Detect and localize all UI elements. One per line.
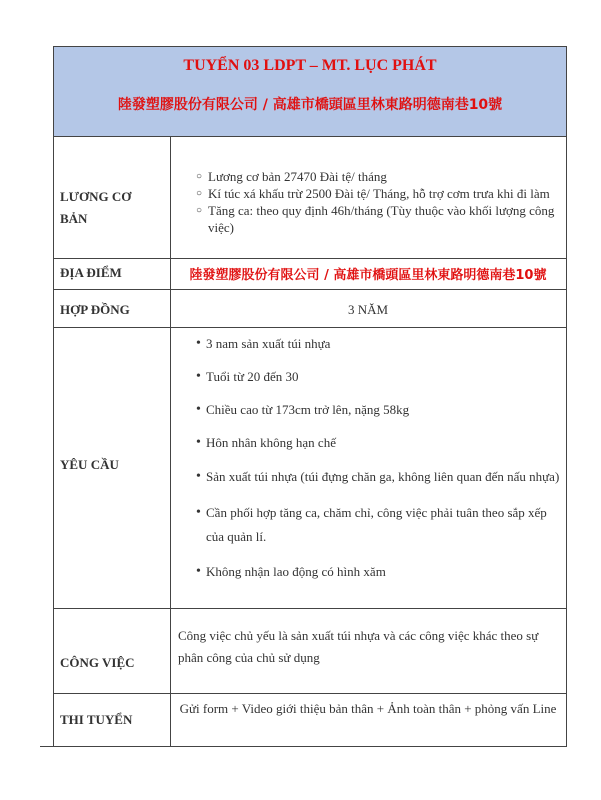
list-item: • Tuổi từ 20 đến 30 (172, 366, 564, 387)
table-divider (40, 746, 567, 747)
job-value: Công việc chủ yếu là sản xuất túi nhựa và các công việc khác theo sự phân công của chủ sử dụng (178, 628, 539, 665)
table-border-left (53, 46, 54, 746)
list-item: ○ Tăng ca: theo quy định 46h/tháng (Tùy thuộc vào khối lượng công việc) (172, 202, 564, 236)
requirements-list (172, 333, 564, 582)
recruitment-label: THI TUYỂN (60, 712, 133, 727)
contract-label: HỢP ĐỒNG (60, 302, 130, 317)
salary-label: LƯƠNG CƠ BẢN (60, 189, 132, 226)
salary-cell (172, 168, 564, 236)
column-divider (170, 136, 171, 746)
contract-value: 3 NĂM (347, 302, 389, 317)
location-label: ĐỊA ĐIỂM (60, 265, 122, 280)
table-divider (53, 327, 567, 328)
list-item: • Sản xuất túi nhựa (túi đựng chăn ga, không liên quan đến nấu nhựa) (172, 465, 564, 489)
table-divider (53, 693, 567, 694)
table-border-right (566, 46, 567, 746)
list-item: • Hôn nhân không hạn chế (172, 432, 564, 453)
requirements-label: YÊU CẦU (60, 457, 119, 472)
company-address: 陸發塑膠股份有限公司 / 高雄市橋頭區里林東路明德南巷10號 (117, 97, 503, 113)
list-item: • 3 nam sản xuất túi nhựa (172, 333, 564, 354)
table-divider (53, 608, 567, 609)
list-item: • Chiều cao từ 173cm trở lên, nặng 58kg (172, 399, 564, 420)
posting-header (54, 47, 566, 136)
table-divider (53, 136, 567, 137)
location-value: 陸發塑膠股份有限公司 / 高雄市橋頭區里林東路明德南巷10號 (189, 268, 547, 283)
job-label: CÔNG VIỆC (60, 655, 135, 670)
table-divider (53, 289, 567, 290)
requirements-cell (172, 333, 564, 594)
table-divider (53, 258, 567, 259)
list-item: ○ Lương cơ bản 27470 Đài tệ/ tháng (172, 168, 564, 185)
list-item: • Cần phối hợp tăng ca, chăm chỉ, công việc phải tuân theo sắp xếp của quản lí. (172, 501, 564, 549)
list-item: ○ Kí túc xá khấu trừ 2500 Đài tệ/ Tháng, hỗ trợ cơm trưa khi đi làm (172, 185, 564, 202)
recruitment-value: Gửi form + Video giới thiệu bản thân + Ảnh toàn thân + phỏng vấn Line (179, 701, 557, 716)
list-item: • Không nhận lao động có hình xăm (172, 561, 564, 582)
posting-title: TUYỂN 03 LDPT – MT. LỤC PHÁT (183, 57, 437, 74)
salary-list (172, 168, 564, 236)
